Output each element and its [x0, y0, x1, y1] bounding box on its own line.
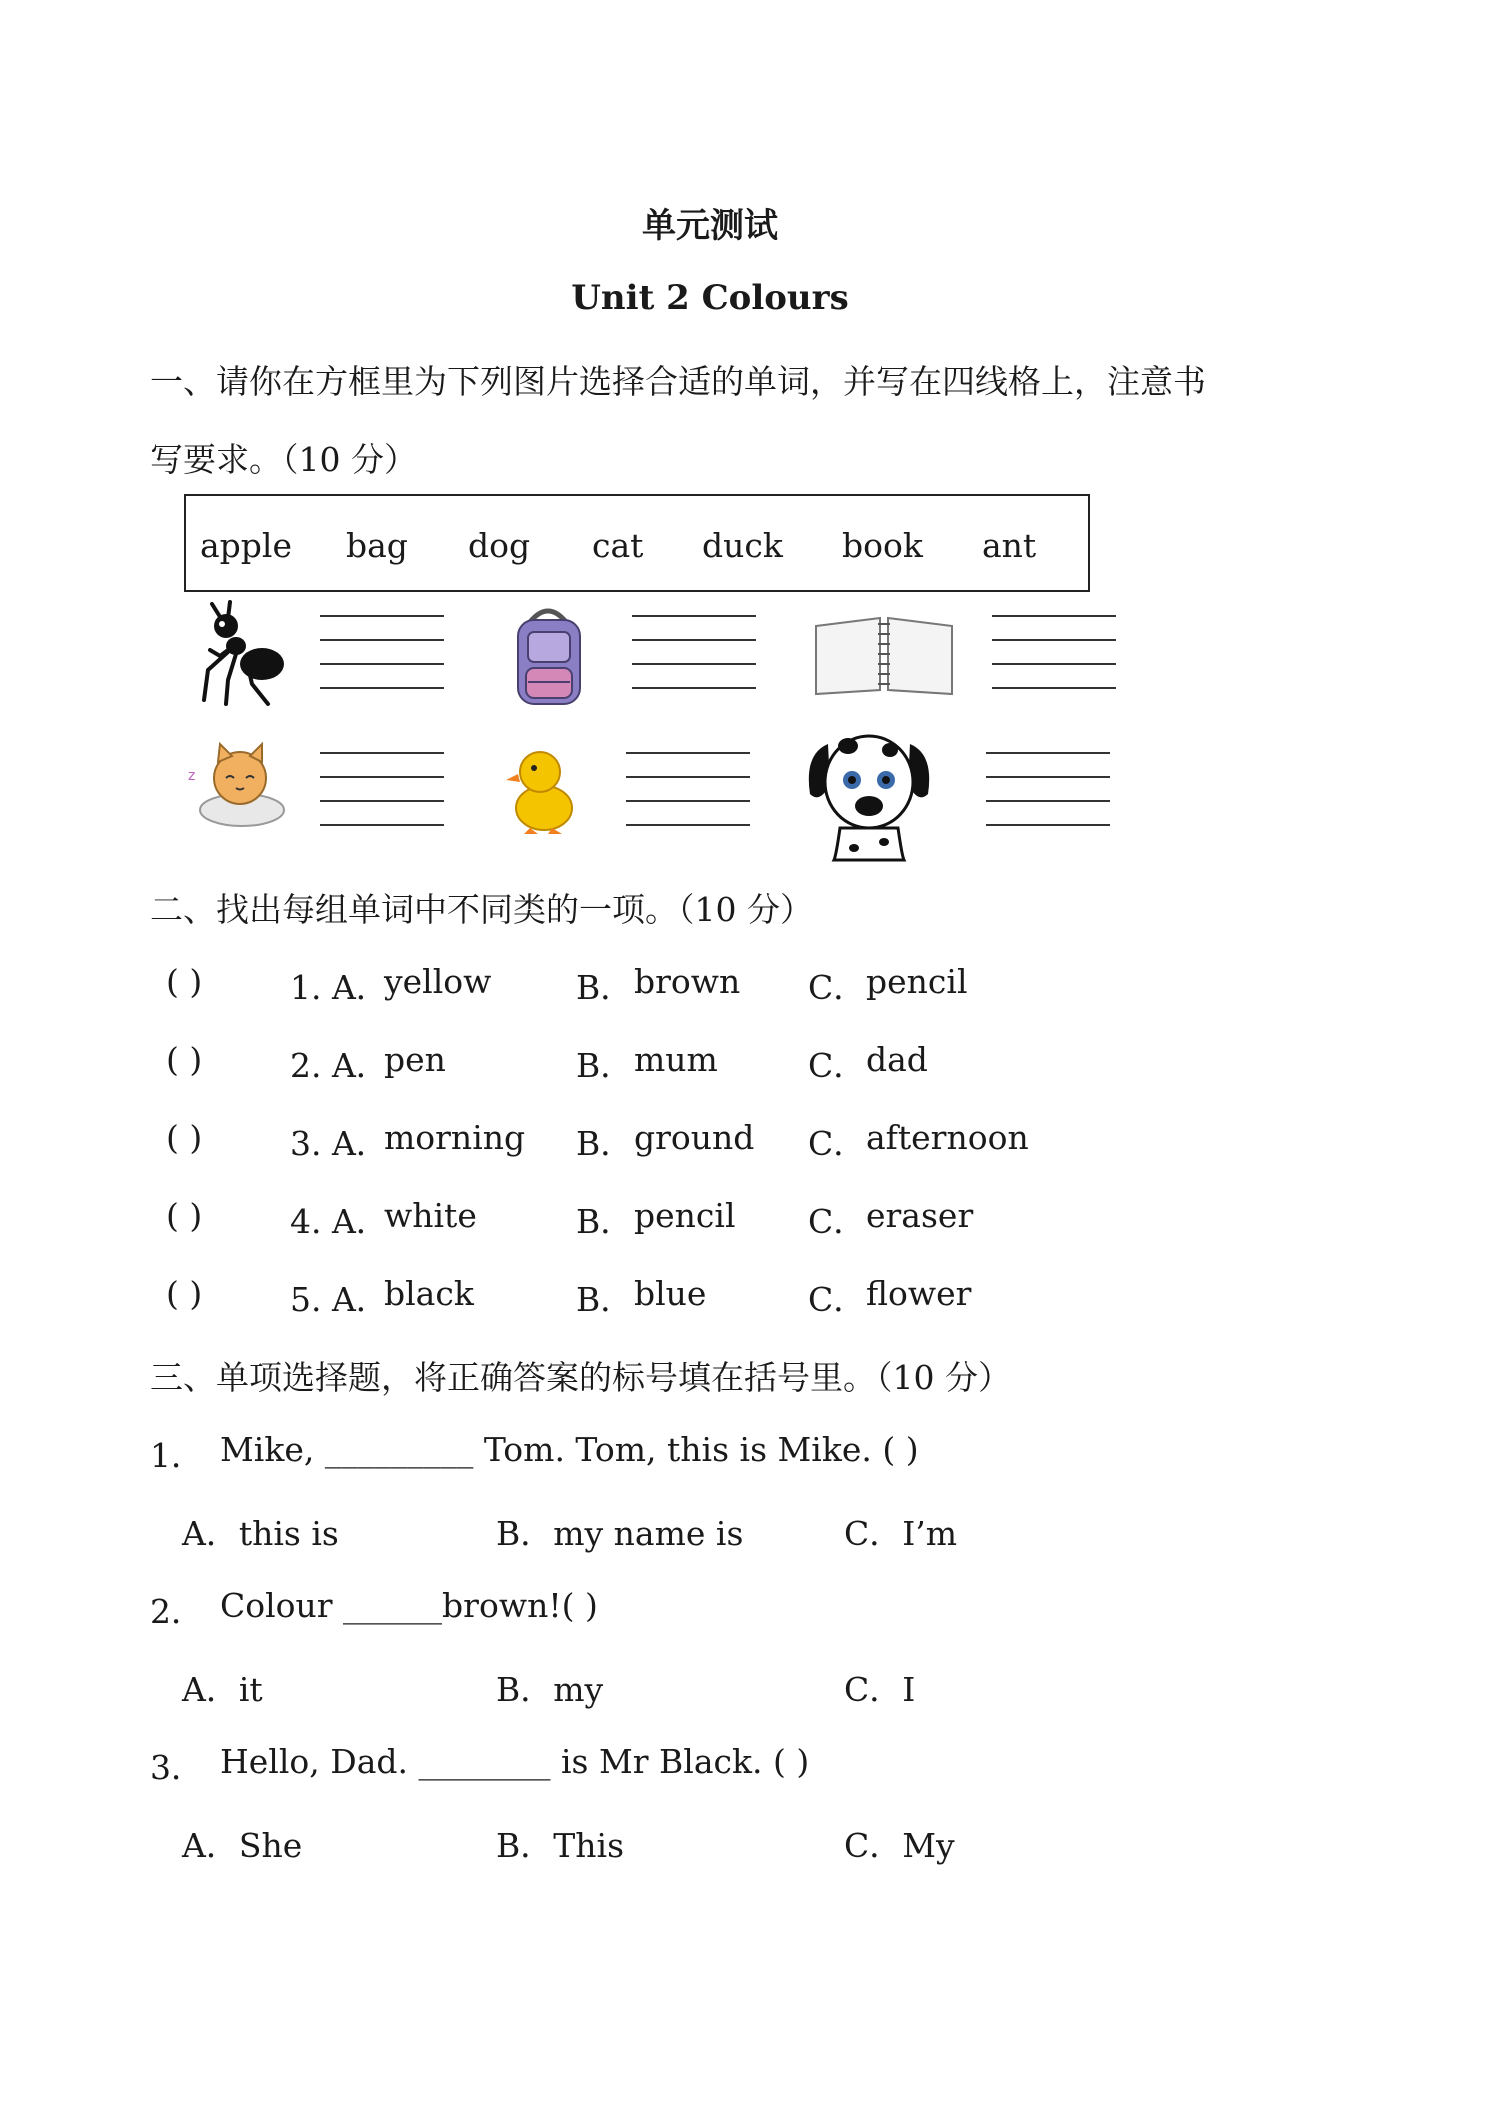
- page-title: 单元测试: [642, 206, 778, 246]
- word-bank-box: [184, 494, 1090, 592]
- four-line-grid[interactable]: [632, 615, 756, 687]
- option-b: pencil: [634, 1196, 736, 1235]
- word-bank-item: cat: [592, 526, 644, 565]
- section2-instruction: 二、找出每组单词中不同类的一项。（10 分）: [150, 890, 813, 929]
- option-c-label: C．: [808, 1046, 867, 1085]
- section3-instruction: 三、单项选择题，将正确答案的标号填在括号里。（10 分）: [150, 1358, 1011, 1397]
- question-number: 2. A．: [290, 1046, 389, 1085]
- word-bank-item: apple: [200, 526, 293, 565]
- option-a: pen: [384, 1040, 446, 1079]
- schoolbag-picture: [500, 602, 596, 710]
- svg-text:z: z: [188, 768, 196, 784]
- book-picture: [812, 614, 956, 696]
- option-b: blue: [634, 1274, 707, 1313]
- dog-picture: [800, 724, 938, 864]
- option-b-label: B．: [576, 1124, 634, 1163]
- word-bank-item: dog: [468, 526, 531, 565]
- word-bank-item: duck: [702, 526, 783, 565]
- option-c-label: C．: [808, 968, 867, 1007]
- question-number: 1. A．: [290, 968, 389, 1007]
- question-number: 1．: [150, 1436, 204, 1475]
- four-line-grid[interactable]: [320, 752, 444, 824]
- answer-paren[interactable]: ( ): [166, 1196, 203, 1235]
- option-a: morning: [384, 1118, 526, 1157]
- option-c[interactable]: C．I’m: [844, 1514, 958, 1553]
- option-b[interactable]: B．my name is: [496, 1514, 744, 1553]
- option-b: ground: [634, 1118, 755, 1157]
- word-bank-item: bag: [346, 526, 408, 565]
- option-b: mum: [634, 1040, 718, 1079]
- section1-instruction-cont: 写要求。（10 分）: [150, 440, 417, 479]
- option-b-label: B．: [576, 1202, 634, 1241]
- four-line-grid[interactable]: [992, 615, 1116, 687]
- answer-paren[interactable]: ( ): [166, 962, 203, 1001]
- question-number: 5. A．: [290, 1280, 389, 1319]
- option-a[interactable]: A．it: [182, 1670, 263, 1709]
- answer-paren[interactable]: ( ): [166, 1040, 203, 1079]
- option-c[interactable]: C．My: [844, 1826, 955, 1865]
- option-c: afternoon: [866, 1118, 1029, 1157]
- option-b-label: B．: [576, 968, 634, 1007]
- option-b[interactable]: B．my: [496, 1670, 604, 1709]
- question-number: 3．: [150, 1748, 204, 1787]
- question-stem: Hello, Dad. ________ is Mr Black. ( ): [220, 1742, 810, 1781]
- question-number: 2．: [150, 1592, 204, 1631]
- cat-picture: [184, 740, 290, 834]
- option-b[interactable]: B．This: [496, 1826, 625, 1865]
- option-c: eraser: [866, 1196, 974, 1235]
- option-c: pencil: [866, 962, 968, 1001]
- answer-paren[interactable]: ( ): [166, 1118, 203, 1157]
- ant-picture: [190, 600, 290, 710]
- option-b: brown: [634, 962, 741, 1001]
- option-c-label: C．: [808, 1202, 867, 1241]
- four-line-grid[interactable]: [626, 752, 750, 824]
- option-c[interactable]: C．I: [844, 1670, 916, 1709]
- option-a: black: [384, 1274, 474, 1313]
- question-stem: Colour ______brown!( ): [220, 1586, 598, 1625]
- option-c: dad: [866, 1040, 928, 1079]
- option-b-label: B．: [576, 1280, 634, 1319]
- option-a: white: [384, 1196, 477, 1235]
- option-b-label: B．: [576, 1046, 634, 1085]
- option-c-label: C．: [808, 1124, 867, 1163]
- four-line-grid[interactable]: [986, 752, 1110, 824]
- question-number: 4. A．: [290, 1202, 389, 1241]
- duck-picture: [504, 742, 580, 836]
- option-a: yellow: [384, 962, 492, 1001]
- four-line-grid[interactable]: [320, 615, 444, 687]
- option-c-label: C．: [808, 1280, 867, 1319]
- option-a[interactable]: A．She: [182, 1826, 303, 1865]
- word-bank-item: ant: [982, 526, 1037, 565]
- answer-paren[interactable]: ( ): [166, 1274, 203, 1313]
- question-stem: Mike, _________ Tom. Tom, this is Mike. ( ): [220, 1430, 919, 1469]
- page-subtitle: Unit 2 Colours: [571, 278, 849, 318]
- question-number: 3. A．: [290, 1124, 389, 1163]
- section1-instruction: 一、请你在方框里为下列图片选择合适的单词，并写在四线格上，注意书: [150, 362, 1206, 401]
- word-bank-item: book: [842, 526, 923, 565]
- option-c: flower: [866, 1274, 972, 1313]
- option-a[interactable]: A．this is: [182, 1514, 339, 1553]
